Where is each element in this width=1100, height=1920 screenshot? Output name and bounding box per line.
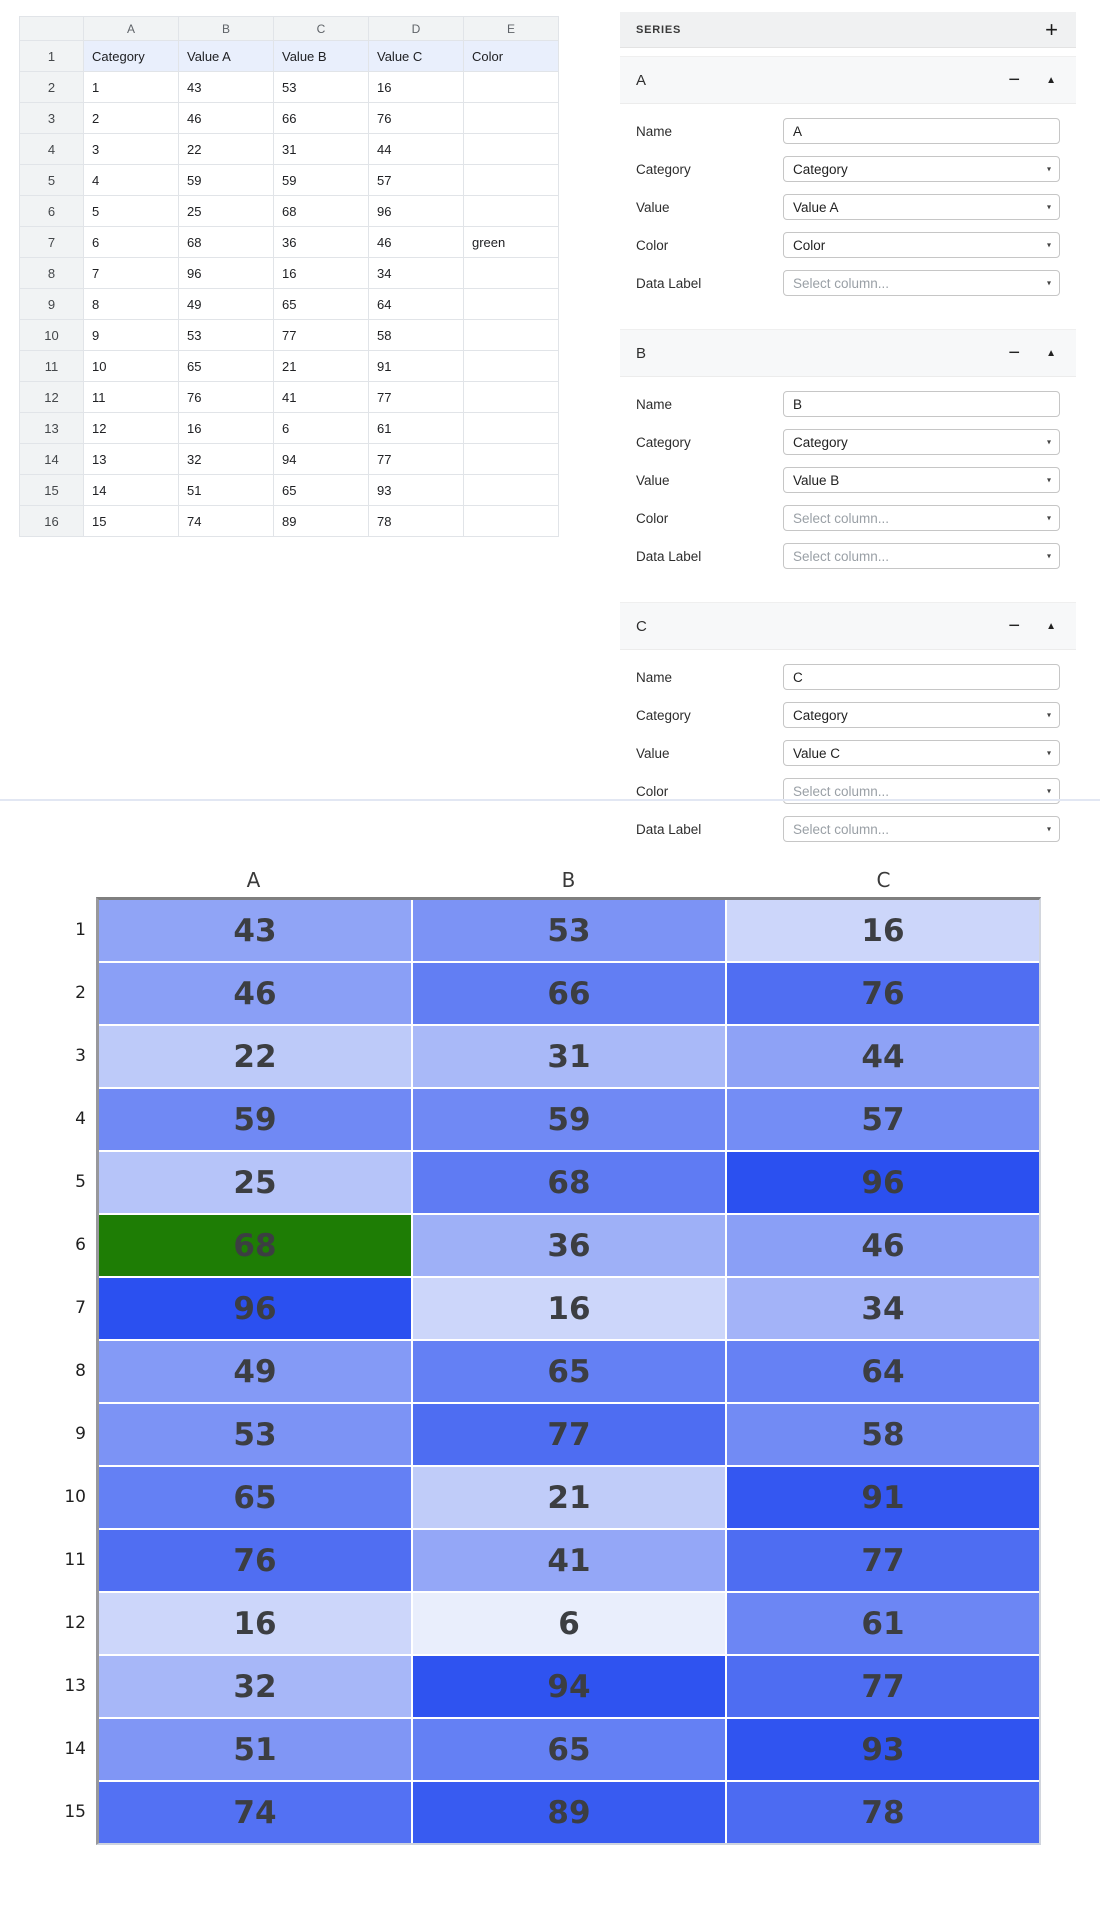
heatmap-row-label: 1: [75, 920, 86, 940]
field-row: [636, 467, 1060, 493]
heatmap-cell: 53: [413, 900, 725, 961]
sheet-cell[interactable]: 53: [274, 72, 369, 103]
sheet-row: [20, 134, 559, 165]
sheet-row: [20, 320, 559, 351]
sheet-cell[interactable]: [464, 413, 559, 444]
heatmap-cell: 64: [727, 1341, 1039, 1402]
sheet-cell[interactable]: 46: [179, 103, 274, 134]
sheet-cell[interactable]: 89: [274, 506, 369, 537]
sheet-cell[interactable]: 21: [274, 351, 369, 382]
field-row: [636, 429, 1060, 455]
heatmap-cell: 68: [413, 1152, 725, 1213]
sheet-row: [20, 227, 559, 258]
sheet-row-header[interactable]: 13: [20, 413, 84, 444]
heatmap-cell: 78: [727, 1782, 1039, 1843]
sheet-cell[interactable]: [464, 382, 559, 413]
heatmap-cell: 34: [727, 1278, 1039, 1339]
field-row: [636, 543, 1060, 569]
heatmap-cell: 68: [99, 1215, 411, 1276]
field-row: [636, 664, 1060, 690]
sheet-row: [20, 165, 559, 196]
sheet-cell[interactable]: 12: [84, 413, 179, 444]
heatmap-cell: 44: [727, 1026, 1039, 1087]
sheet-cell[interactable]: [464, 351, 559, 382]
sheet-cell[interactable]: 43: [179, 72, 274, 103]
sheet-cell[interactable]: 10: [84, 351, 179, 382]
heatmap-row-label: 7: [75, 1298, 86, 1318]
dropdown-arrow-icon: ▾: [1046, 202, 1051, 212]
sheet-cell[interactable]: [464, 506, 559, 537]
sheet-row-header[interactable]: 10: [20, 320, 84, 351]
dropdown-arrow-icon: ▾: [1046, 475, 1051, 485]
heatmap-column-header: B: [561, 868, 576, 892]
heatmap-cell: 49: [99, 1341, 411, 1402]
heatmap-column-header: C: [876, 868, 891, 892]
sheet-row-header[interactable]: 16: [20, 506, 84, 537]
series-header-A: [620, 56, 1076, 104]
field-row: [636, 118, 1060, 144]
sheet-cell[interactable]: 59: [179, 165, 274, 196]
field-label: Name: [636, 123, 673, 139]
series-B-data-label-select[interactable]: Select column... ▾: [783, 543, 1060, 569]
sheet-cell[interactable]: Value C: [369, 41, 464, 72]
heatmap-cell: 46: [727, 1215, 1039, 1276]
series-title: A: [636, 71, 647, 89]
series-panel-header: [620, 12, 1076, 48]
sheet-row: [20, 413, 559, 444]
heatmap-cell: 65: [413, 1341, 725, 1402]
sheet-row: [20, 258, 559, 289]
sheet-cell[interactable]: 68: [179, 227, 274, 258]
heatmap-cell: 59: [413, 1089, 725, 1150]
sheet-cell[interactable]: [464, 320, 559, 351]
sheet-cell[interactable]: [464, 289, 559, 320]
field-label: Category: [636, 434, 691, 450]
heatmap-cell: 41: [413, 1530, 725, 1591]
sheet-row: [20, 289, 559, 320]
sheet-cell[interactable]: 32: [179, 444, 274, 475]
sheet-row-header[interactable]: 8: [20, 258, 84, 289]
sheet-cell[interactable]: 11: [84, 382, 179, 413]
sheet-row: [20, 351, 559, 382]
field-label: Name: [636, 396, 673, 412]
series-fields-B: [620, 377, 1076, 593]
heatmap-cell: 59: [99, 1089, 411, 1150]
sheet-cell[interactable]: 15: [84, 506, 179, 537]
sheet-cell[interactable]: 58: [369, 320, 464, 351]
heatmap-row-label: 2: [75, 983, 86, 1003]
series-A-name-input[interactable]: A: [783, 118, 1060, 144]
spreadsheet-body: [20, 17, 559, 537]
sheet-cell[interactable]: 46: [369, 227, 464, 258]
sheet-cell[interactable]: 49: [179, 289, 274, 320]
sheet-cell[interactable]: 31: [274, 134, 369, 165]
series-panel-title: SERIES: [636, 23, 682, 36]
series-header-C: [620, 602, 1076, 650]
sheet-row-header[interactable]: 1: [20, 41, 84, 72]
heatmap-cell: 57: [727, 1089, 1039, 1150]
sheet-cell[interactable]: 25: [179, 196, 274, 227]
sheet-cell[interactable]: 65: [179, 351, 274, 382]
sheet-cell[interactable]: 6: [84, 227, 179, 258]
sheet-row: [20, 444, 559, 475]
series-C-color-select[interactable]: Select column... ▾: [783, 778, 1060, 804]
sheet-cell[interactable]: 6: [274, 413, 369, 444]
sheet-cell[interactable]: 59: [274, 165, 369, 196]
heatmap-row-label: 10: [64, 1487, 86, 1507]
field-label: Color: [636, 510, 669, 526]
heatmap-cell: 16: [727, 900, 1039, 961]
heatmap-cell: 65: [99, 1467, 411, 1528]
field-label: Data Label: [636, 275, 702, 291]
dropdown-arrow-icon: ▾: [1046, 513, 1051, 523]
series-fields-A: [620, 104, 1076, 320]
sheet-row: [20, 196, 559, 227]
sheet-cell[interactable]: 77: [369, 444, 464, 475]
series-header-B: [620, 329, 1076, 377]
dropdown-arrow-icon: ▾: [1046, 240, 1051, 250]
sheet-cell[interactable]: 16: [274, 258, 369, 289]
collapse-series-button[interactable]: ▲: [1046, 620, 1056, 632]
sheet-cell[interactable]: green: [464, 227, 559, 258]
series-B-color-select[interactable]: Select column... ▾: [783, 505, 1060, 531]
sheet-cell[interactable]: 22: [179, 134, 274, 165]
heatmap-row-label: 12: [64, 1613, 86, 1633]
dropdown-arrow-icon: ▾: [1046, 824, 1051, 834]
heatmap-cell: 74: [99, 1782, 411, 1843]
heatmap-row-label: 3: [75, 1046, 86, 1066]
field-row: [636, 194, 1060, 220]
heatmap-cell: 58: [727, 1404, 1039, 1465]
field-row: [636, 156, 1060, 182]
heatmap-cell: 65: [413, 1719, 725, 1780]
sheet-cell[interactable]: 96: [369, 196, 464, 227]
sheet-cell[interactable]: 51: [179, 475, 274, 506]
sheet-cell[interactable]: [464, 134, 559, 165]
sheet-cell[interactable]: 2: [84, 103, 179, 134]
series-B-name-input[interactable]: B: [783, 391, 1060, 417]
sheet-cell[interactable]: 66: [274, 103, 369, 134]
field-label: Data Label: [636, 821, 702, 837]
heatmap-grid: [96, 897, 1041, 1845]
heatmap-cell: 93: [727, 1719, 1039, 1780]
sheet-cell[interactable]: 3: [84, 134, 179, 165]
series-C-category-select[interactable]: Category ▾: [783, 702, 1060, 728]
sheet-cell[interactable]: 5: [84, 196, 179, 227]
sheet-cell[interactable]: [464, 258, 559, 289]
dropdown-arrow-icon: ▾: [1046, 551, 1051, 561]
field-label: Data Label: [636, 548, 702, 564]
sheet-cell[interactable]: Value B: [274, 41, 369, 72]
series-sections: [620, 56, 1076, 866]
heatmap-row-label: 9: [75, 1424, 86, 1444]
field-row: [636, 702, 1060, 728]
sheet-cell[interactable]: 94: [274, 444, 369, 475]
sheet-cell[interactable]: 77: [274, 320, 369, 351]
heatmap-cell: 22: [99, 1026, 411, 1087]
sheet-cell[interactable]: 96: [179, 258, 274, 289]
sheet-row: [20, 382, 559, 413]
sheet-cell[interactable]: 65: [274, 475, 369, 506]
sheet-row: [20, 506, 559, 537]
sheet-cell[interactable]: 68: [274, 196, 369, 227]
field-row: [636, 816, 1060, 842]
sheet-cell[interactable]: 76: [179, 382, 274, 413]
series-C-data-label-select[interactable]: Select column... ▾: [783, 816, 1060, 842]
sheet-column-header[interactable]: E: [464, 17, 559, 41]
heatmap-cell: 91: [727, 1467, 1039, 1528]
sheet-row-header[interactable]: 7: [20, 227, 84, 258]
sheet-cell[interactable]: 34: [369, 258, 464, 289]
sheet-row-header[interactable]: 2: [20, 72, 84, 103]
sheet-cell[interactable]: 74: [179, 506, 274, 537]
field-label: Value: [636, 745, 670, 761]
field-row: [636, 391, 1060, 417]
heatmap-row-label: 11: [64, 1550, 86, 1570]
sheet-cell[interactable]: 93: [369, 475, 464, 506]
sheet-column-header[interactable]: B: [179, 17, 274, 41]
heatmap-cell: 16: [99, 1593, 411, 1654]
series-B-category-select[interactable]: Category ▾: [783, 429, 1060, 455]
sheet-cell[interactable]: 7: [84, 258, 179, 289]
heatmap-column-header: A: [246, 868, 261, 892]
sheet-cell[interactable]: 91: [369, 351, 464, 382]
add-series-button[interactable]: +: [1045, 16, 1058, 42]
sheet-cell[interactable]: 76: [369, 103, 464, 134]
sheet-cell[interactable]: 36: [274, 227, 369, 258]
field-row: [636, 270, 1060, 296]
sheet-cell[interactable]: 64: [369, 289, 464, 320]
sheet-cell[interactable]: 14: [84, 475, 179, 506]
sheet-cell[interactable]: 16: [179, 413, 274, 444]
remove-series-button[interactable]: −: [1008, 615, 1021, 637]
sheet-cell[interactable]: [464, 444, 559, 475]
heatmap-cell: 36: [413, 1215, 725, 1276]
heatmap-cell: 66: [413, 963, 725, 1024]
sheet-row: [20, 41, 559, 72]
sheet-cell[interactable]: 4: [84, 165, 179, 196]
heatmap-row-label: 8: [75, 1361, 86, 1381]
dropdown-arrow-icon: ▾: [1046, 437, 1051, 447]
field-label: Color: [636, 783, 669, 799]
heatmap-row-label: 14: [64, 1739, 86, 1759]
sheet-row-header[interactable]: 4: [20, 134, 84, 165]
section-divider: [0, 799, 1100, 801]
heatmap-row-label: 5: [75, 1172, 86, 1192]
series-fields-C: [620, 650, 1076, 866]
heatmap-cell: 96: [99, 1278, 411, 1339]
series-title: C: [636, 617, 647, 635]
heatmap-row-label: 4: [75, 1109, 86, 1129]
field-label: Value: [636, 472, 670, 488]
heatmap-cell: 61: [727, 1593, 1039, 1654]
heatmap-cell: 94: [413, 1656, 725, 1717]
series-A-category-select[interactable]: Category ▾: [783, 156, 1060, 182]
remove-series-button[interactable]: −: [1008, 69, 1021, 91]
heatmap-cell: 76: [727, 963, 1039, 1024]
sheet-cell[interactable]: 13: [84, 444, 179, 475]
series-A-color-select[interactable]: Color ▾: [783, 232, 1060, 258]
sheet-cell[interactable]: [464, 165, 559, 196]
sheet-cell[interactable]: 65: [274, 289, 369, 320]
sheet-row-header[interactable]: 3: [20, 103, 84, 134]
series-C-value-select[interactable]: Value C ▾: [783, 740, 1060, 766]
sheet-cell[interactable]: Category: [84, 41, 179, 72]
dropdown-arrow-icon: ▾: [1046, 786, 1051, 796]
sheet-row: [20, 103, 559, 134]
series-title: B: [636, 344, 647, 362]
heatmap-cell: 46: [99, 963, 411, 1024]
sheet-row-header[interactable]: 6: [20, 196, 84, 227]
sheet-cell[interactable]: [464, 196, 559, 227]
sheet-cell[interactable]: [464, 103, 559, 134]
heatmap-cell: 77: [413, 1404, 725, 1465]
sheet-cell[interactable]: 41: [274, 382, 369, 413]
heatmap-column-headers: [96, 852, 1041, 897]
sheet-cell[interactable]: 1: [84, 72, 179, 103]
sheet-cell[interactable]: 77: [369, 382, 464, 413]
sheet-cell[interactable]: Value A: [179, 41, 274, 72]
heatmap-cell: 89: [413, 1782, 725, 1843]
field-row: [636, 740, 1060, 766]
sheet-cell[interactable]: 61: [369, 413, 464, 444]
sheet-row-header[interactable]: 5: [20, 165, 84, 196]
sheet-cell[interactable]: 53: [179, 320, 274, 351]
sheet-cell[interactable]: [464, 475, 559, 506]
dropdown-arrow-icon: ▾: [1046, 748, 1051, 758]
dropdown-arrow-icon: ▾: [1046, 278, 1051, 288]
collapse-series-button[interactable]: ▲: [1046, 74, 1056, 86]
sheet-row-header[interactable]: 14: [20, 444, 84, 475]
field-row: [636, 505, 1060, 531]
series-B-value-select[interactable]: Value B ▾: [783, 467, 1060, 493]
sheet-row-header[interactable]: 11: [20, 351, 84, 382]
heatmap-cell: 51: [99, 1719, 411, 1780]
sheet-cell[interactable]: 57: [369, 165, 464, 196]
heatmap-cell: 43: [99, 900, 411, 961]
field-label: Category: [636, 707, 691, 723]
sheet-row-header[interactable]: 9: [20, 289, 84, 320]
remove-series-button[interactable]: −: [1008, 342, 1021, 364]
field-label: Value: [636, 199, 670, 215]
series-A-data-label-select[interactable]: Select column... ▾: [783, 270, 1060, 296]
sheet-row-header[interactable]: 12: [20, 382, 84, 413]
sheet-row: [20, 72, 559, 103]
series-panel: [620, 12, 1076, 866]
collapse-series-button[interactable]: ▲: [1046, 347, 1056, 359]
sheet-row-header[interactable]: 15: [20, 475, 84, 506]
heatmap-row-label: 15: [64, 1802, 86, 1822]
field-label: Name: [636, 669, 673, 685]
sheet-cell[interactable]: 8: [84, 289, 179, 320]
heatmap-chart: [48, 852, 1041, 1845]
heatmap-row-labels: [48, 897, 96, 1845]
sheet-cell[interactable]: [464, 72, 559, 103]
sheet-cell[interactable]: 78: [369, 506, 464, 537]
dropdown-arrow-icon: ▾: [1046, 164, 1051, 174]
series-C-name-input[interactable]: C: [783, 664, 1060, 690]
sheet-cell[interactable]: 9: [84, 320, 179, 351]
heatmap-row-label: 13: [64, 1676, 86, 1696]
heatmap-cell: 6: [413, 1593, 725, 1654]
field-label: Category: [636, 161, 691, 177]
heatmap-cell: 77: [727, 1656, 1039, 1717]
heatmap-cell: 32: [99, 1656, 411, 1717]
heatmap-cell: 25: [99, 1152, 411, 1213]
heatmap-cell: 77: [727, 1530, 1039, 1591]
sheet-column-header[interactable]: C: [274, 17, 369, 41]
heatmap-cell: 21: [413, 1467, 725, 1528]
field-label: Color: [636, 237, 669, 253]
heatmap-row-label: 6: [75, 1235, 86, 1255]
series-A-value-select[interactable]: Value A ▾: [783, 194, 1060, 220]
dropdown-arrow-icon: ▾: [1046, 710, 1051, 720]
sheet-cell[interactable]: 16: [369, 72, 464, 103]
sheet-letter-row: [20, 17, 559, 41]
sheet-column-header[interactable]: A: [84, 17, 179, 41]
field-row: [636, 232, 1060, 258]
heatmap-cell: 76: [99, 1530, 411, 1591]
sheet-column-header[interactable]: D: [369, 17, 464, 41]
heatmap-cell: 16: [413, 1278, 725, 1339]
sheet-cell[interactable]: 44: [369, 134, 464, 165]
heatmap-cell: 53: [99, 1404, 411, 1465]
heatmap-cell: 96: [727, 1152, 1039, 1213]
sheet-row: [20, 475, 559, 506]
heatmap-cell: 31: [413, 1026, 725, 1087]
spreadsheet: [19, 16, 559, 537]
sheet-corner[interactable]: [20, 17, 84, 41]
sheet-cell[interactable]: Color: [464, 41, 559, 72]
